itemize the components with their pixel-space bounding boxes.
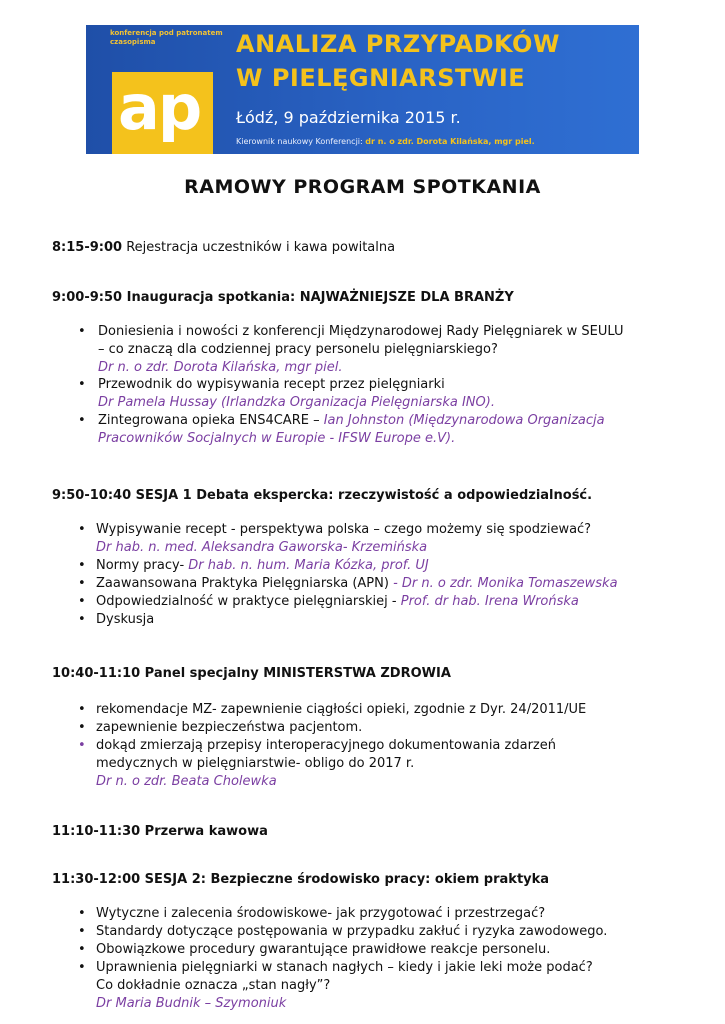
agenda-item-session-2 (52, 872, 549, 887)
s4-b3: Obowiązkowe procedury gwarantujące prawidłowe reakcje personelu. (96, 942, 551, 957)
s1-b2-line-1: Przewodnik do wypisywania recept przez pielęgniarki (98, 377, 445, 392)
bullet-icon: • (78, 702, 86, 717)
ap-logo: ap (118, 71, 201, 144)
s2-b2-speaker: Dr hab. n. hum. Maria Kózka, prof. UJ (188, 558, 429, 573)
bullet-icon: • (78, 906, 86, 921)
banner-place-date: Łódź, 9 października 2015 r. (236, 108, 461, 127)
bullet-icon: • (78, 594, 86, 609)
s2-b1-speaker: Dr hab. n. med. Aleksandra Gaworska- Krzemińska (96, 540, 428, 555)
s3-b2: zapewnienie bezpieczeństwa pacjentom. (96, 720, 363, 735)
s4-speaker: Dr Maria Budnik – Szymoniuk (96, 996, 287, 1011)
s2-b4 (96, 594, 579, 609)
lead-name: dr n. o zdr. Dorota Kilańska, mgr piel. (365, 137, 535, 146)
bullet-icon: • (78, 612, 86, 627)
s2-b3-speaker: - Dr n. o zdr. Monika Tomaszewska (393, 576, 618, 591)
bullet-icon: • (78, 924, 86, 939)
agenda-item-ministry-panel (52, 666, 451, 681)
s4-b4-line-2: Co dokładnie oznacza „stan nagły”? (96, 978, 331, 993)
bullet-icon: • (78, 576, 86, 591)
page-title: RAMOWY PROGRAM SPOTKANIA (184, 176, 541, 198)
bullet-icon: • (78, 738, 86, 753)
bullet-icon: • (78, 942, 86, 957)
item-text: Rejestracja uczestników i kawa powitalna (122, 240, 396, 255)
item-text: Panel specjalny MINISTERSTWA ZDROWIA (140, 666, 451, 681)
s2-b5: Dyskusja (96, 612, 155, 627)
bullet-icon: • (78, 720, 86, 735)
s1-b3-speaker: Ian Johnston (Międzynarodowa Organizacja (323, 413, 605, 428)
agenda-item-registration (52, 240, 395, 255)
item-text: Przerwa kawowa (140, 824, 268, 839)
agenda-item-session-1 (52, 488, 592, 503)
s2-b2-text: Normy pracy- (96, 558, 189, 573)
s3-b3-line-1: dokąd zmierzają przepisy interoperacyjnego dokumentowania zdarzeń (96, 738, 556, 753)
bullet-icon: • (78, 558, 86, 573)
agenda-item-inauguration (52, 290, 514, 305)
s4-b1: Wytyczne i zalecenia środowiskowe- jak przygotować i przestrzegać? (96, 906, 546, 921)
item-time: 8:15-9:00 (52, 240, 123, 255)
banner-title-line-2: W PIELĘGNIARSTWIE (236, 64, 526, 92)
s4-b4-line-1: Uprawnienia pielęgniarki w stanach nagłych – kiedy i jakie leki może podać? (96, 960, 593, 975)
s1-b2-speaker: Dr Pamela Hussay (Irlandzka Organizacja Pielęgniarska INO). (98, 395, 495, 410)
patron-line-2: czasopisma (110, 38, 156, 46)
s1-b1-line-1: Doniesienia i nowości z konferencji Międzynarodowej Rady Pielęgniarek w SEULU (98, 324, 624, 339)
agenda-item-coffee-break (52, 824, 268, 839)
s3-b1: rekomendacje MZ- zapewnienie ciągłości opieki, zgodnie z Dyr. 24/2011/UE (96, 702, 587, 717)
s1-b3-line-1 (98, 413, 605, 428)
bullet-icon: • (78, 522, 86, 537)
item-text: SESJA 2: Bezpieczne środowisko pracy: okiem praktyka (140, 872, 550, 887)
patron-note (110, 29, 223, 47)
banner-title-line-1: ANALIZA PRZYPADKÓW (236, 30, 560, 58)
item-time: 11:10-11:30 (52, 824, 141, 839)
s2-b1-line-1: Wypisywanie recept - perspektywa polska – czego możemy się spodziewać? (96, 522, 592, 537)
s2-b2 (96, 558, 429, 573)
item-time: 9:50-10:40 (52, 488, 132, 503)
s1-b1-line-2: – co znaczą dla codziennej pracy personelu pielęgniarskiego? (98, 342, 498, 357)
banner-scientific-lead (236, 137, 535, 147)
lead-label: Kierownik naukowy Konferencji: (236, 137, 363, 146)
bullet-icon: • (78, 377, 86, 392)
s1-b1-speaker: Dr n. o zdr. Dorota Kilańska, mgr piel. (98, 360, 343, 375)
item-text: Inauguracja spotkania: NAJWAŻNIEJSZE DLA BRANŻY (122, 290, 514, 305)
s3-b3-line-2: medycznych w pielęgniarstwie- obligo do 2017 r. (96, 756, 415, 771)
s2-b3-text: Zaawansowana Praktyka Pielęgniarska (APN) (96, 576, 394, 591)
s2-b4-speaker: Prof. dr hab. Irena Wrońska (400, 594, 579, 609)
s2-b4-text: Odpowiedzialność w praktyce pielęgniarskiej - (96, 594, 401, 609)
item-time: 9:00-9:50 (52, 290, 123, 305)
bullet-icon: • (78, 324, 86, 339)
s4-b2: Standardy dotyczące postępowania w przypadku zakłuć i ryzyka zawodowego. (96, 924, 608, 939)
bullet-icon: • (78, 413, 86, 428)
item-time: 11:30-12:00 (52, 872, 141, 887)
item-text: SESJA 1 Debata ekspercka: rzeczywistość a odpowiedzialność. (131, 488, 593, 503)
item-time: 10:40-11:10 (52, 666, 141, 681)
s3-speaker: Dr n. o zdr. Beata Cholewka (96, 774, 277, 789)
conference-banner (86, 25, 639, 154)
bullet-icon: • (78, 960, 86, 975)
s2-b3 (96, 576, 618, 591)
s1-b3-text: Zintegrowana opieka ENS4CARE – (98, 413, 324, 428)
s1-b3-speaker-line-2: Pracowników Socjalnych w Europie - IFSW Europe e.V). (98, 431, 456, 446)
patron-line-1: konferencja pod patronatem (110, 29, 223, 37)
